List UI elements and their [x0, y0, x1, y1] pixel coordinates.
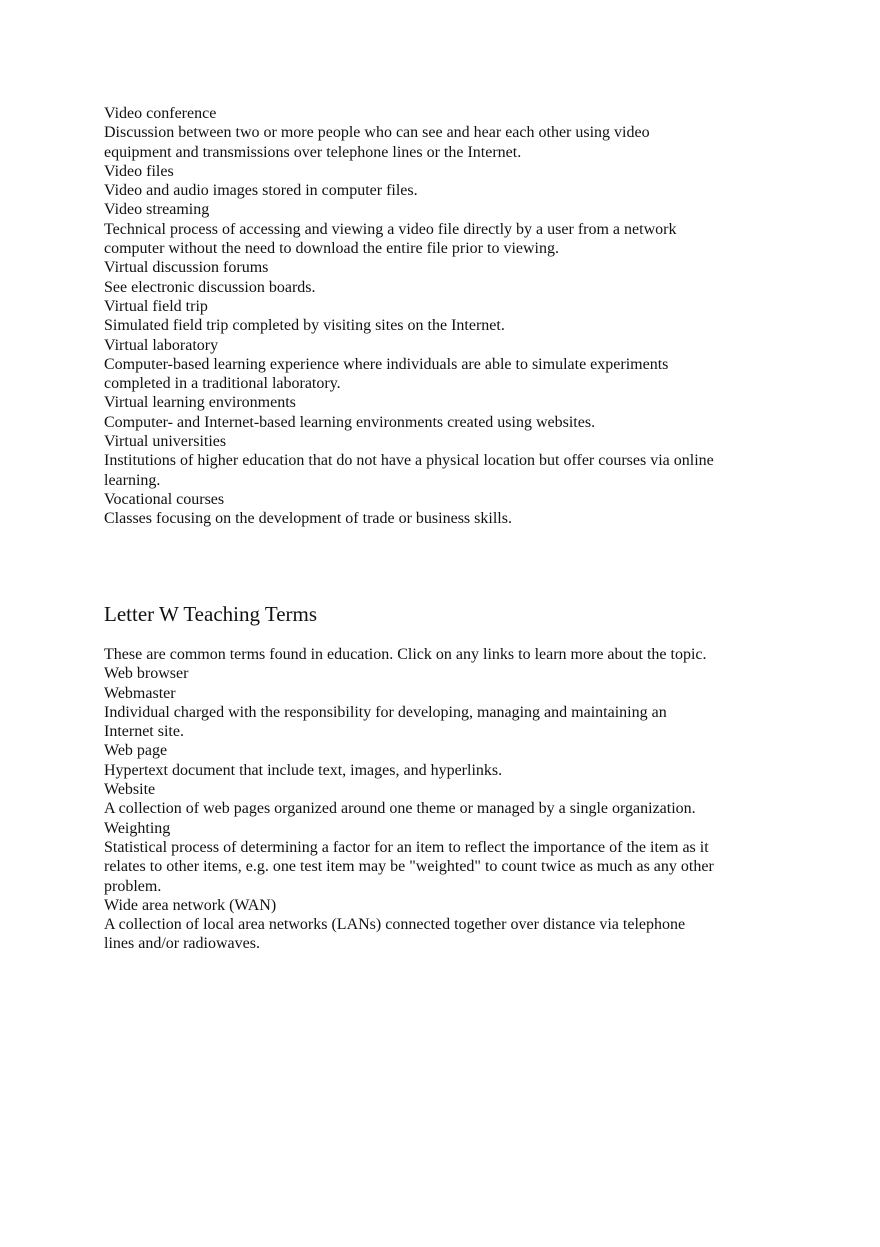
- term: Virtual universities: [104, 433, 227, 451]
- term: Wide area network (WAN): [104, 896, 277, 914]
- term: Web browser: [104, 665, 189, 683]
- term: Website: [104, 781, 156, 799]
- term: Web page: [104, 742, 168, 760]
- definition: Hypertext document that include text, images, and hyperlinks.: [104, 761, 503, 779]
- definition: Institutions of higher education that do not have a physical location but offer courses via online learning.: [104, 452, 714, 489]
- section-intro: These are common terms found in education. Click on any links to learn more about the topic.: [104, 646, 707, 663]
- definition: Simulated field trip completed by visiting sites on the Internet.: [104, 317, 505, 335]
- term: Video streaming: [104, 201, 210, 219]
- term: Virtual field trip: [104, 297, 208, 315]
- term: Video conference: [104, 105, 217, 122]
- section-heading: Letter W Teaching Terms: [104, 602, 318, 626]
- term: Virtual laboratory: [104, 336, 219, 354]
- definition: A collection of web pages organized around one theme or managed by a single organization.: [104, 800, 696, 818]
- definition: Individual charged with the responsibility for developing, managing and maintaining an Internet site.: [104, 703, 667, 741]
- definition: Video and audio images stored in computer files.: [104, 182, 418, 200]
- definition: A collection of local area networks (LANs) connected together over distance via telephone lines and/or radiowaves.: [104, 916, 686, 953]
- term: Video files: [104, 162, 174, 180]
- term: Virtual discussion forums: [104, 259, 269, 277]
- term: Weighting: [104, 819, 171, 837]
- glossary-section-w: [104, 601, 714, 954]
- glossary-section-v: [104, 104, 714, 529]
- term: Webmaster: [104, 684, 176, 702]
- definition: Classes focusing on the development of trade or business skills.: [104, 510, 512, 528]
- term: Virtual learning environments: [104, 394, 296, 412]
- definition: Computer- and Internet-based learning environments created using websites.: [104, 413, 596, 431]
- definition: Technical process of accessing and viewing a video file directly by a user from a network computer without the need to download the entire file prior to viewing.: [104, 220, 677, 258]
- definition: Computer-based learning experience where individuals are able to simulate experiments completed in a traditional laboratory.: [104, 355, 669, 393]
- definition: Discussion between two or more people who can see and hear each other using video equipment and transmissions over telephone lines or the Internet.: [104, 124, 650, 161]
- definition: Statistical process of determining a factor for an item to reflect the importance of the item as it relates to other items, e.g. one test item may be "weighted" to count twice as much as any other problem.: [104, 838, 714, 895]
- definition: See electronic discussion boards.: [104, 278, 316, 296]
- term: Vocational courses: [104, 490, 225, 508]
